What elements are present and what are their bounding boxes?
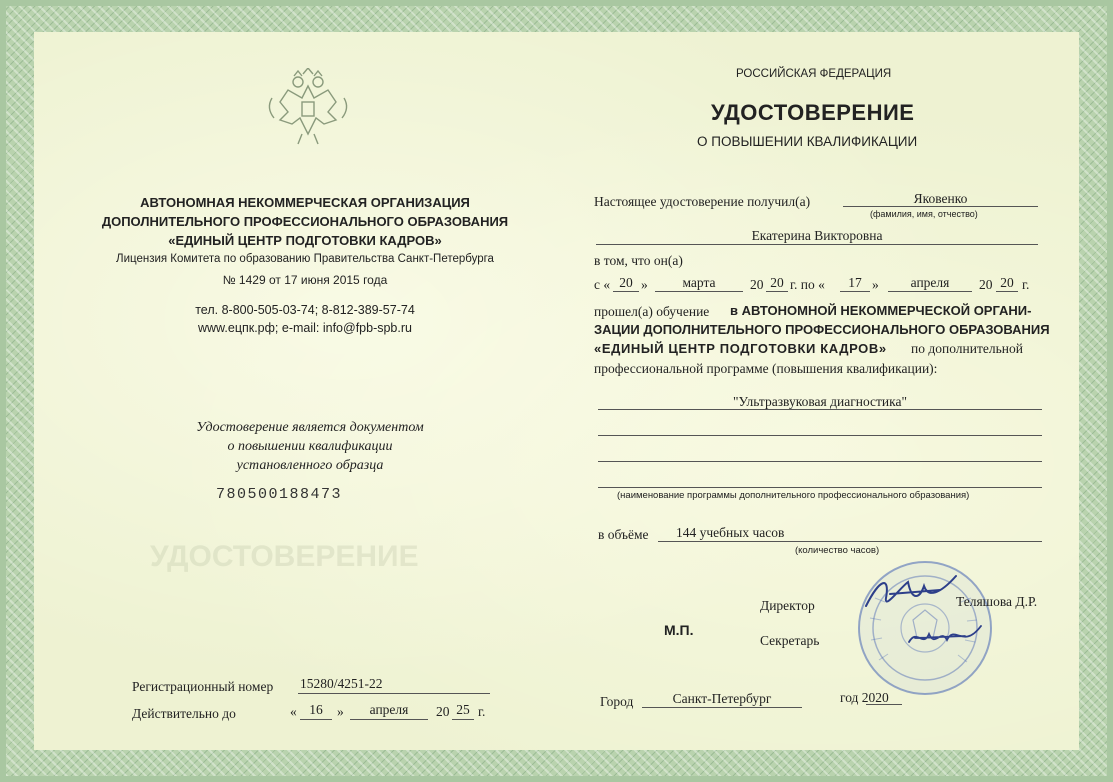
valid-year-underline: [452, 719, 474, 720]
to-month-underline: [888, 291, 972, 292]
license-line-2: № 1429 от 17 июня 2015 года: [222, 273, 388, 287]
program-underline-2: [598, 435, 1042, 436]
to-day-underline: [840, 291, 870, 292]
valid-month: апреля: [369, 702, 409, 717]
from-year-prefix: 20: [750, 277, 764, 292]
volume-caption: (количество часов): [795, 545, 880, 556]
registration-number: 15280/4251-22: [300, 676, 383, 691]
date-to-label: г. по «: [790, 277, 825, 292]
document-note-line: установленного образца: [236, 458, 384, 473]
stamp-placeholder-label: М.П.: [664, 622, 694, 638]
to-quote-close: »: [872, 277, 879, 292]
to-year-suffix: г.: [1022, 277, 1030, 292]
phones: тел. 8-800-505-03-74; 8-812-389-57-74: [195, 303, 415, 317]
volume-value: 144 учебных часов: [676, 525, 785, 540]
program-underline-3: [598, 461, 1042, 462]
to-day: 17: [848, 275, 862, 290]
from-day: 20: [619, 275, 633, 290]
valid-year-suffix: г.: [478, 704, 486, 719]
from-year: 20: [770, 275, 784, 290]
completed-org-part1: в АВТОНОМНОЙ НЕКОММЕРЧЕСКОЙ ОРГАНИ-: [730, 303, 1032, 318]
secretary-label: Секретарь: [760, 633, 820, 648]
valid-year: 25: [456, 702, 470, 717]
program-caption: (наименование программы дополнительного профессионального образования): [617, 490, 970, 501]
to-year-prefix: 20: [979, 277, 993, 292]
registration-label: Регистрационный номер: [132, 679, 274, 694]
to-year: 20: [1000, 275, 1014, 290]
to-year-underline: [996, 291, 1018, 292]
org-name-line: АВТОНОМНАЯ НЕКОММЕРЧЕСКАЯ ОРГАНИЗАЦИЯ: [140, 195, 470, 210]
recipient-surname: Яковенко: [913, 191, 968, 206]
city-label: Город: [600, 694, 634, 709]
registration-underline: [298, 693, 490, 694]
completed-label: прошел(а) обучение: [594, 304, 710, 319]
to-month: апреля: [910, 275, 950, 290]
license-line-1: Лицензия Комитета по образованию Правительства Санкт-Петербурга: [116, 253, 494, 265]
program-line-2: профессиональной программе (повышения квалификации):: [594, 361, 938, 376]
recipient-name-patronymic: Екатерина Викторовна: [751, 228, 883, 243]
date-from-label: с «: [594, 277, 611, 292]
from-quote-close: »: [641, 277, 648, 292]
web-email: www.ецпк.рф; e-mail: info@fpb-spb.ru: [198, 321, 412, 335]
name-caption: (фамилия, имя, отчество): [870, 209, 978, 219]
valid-month-underline: [350, 719, 428, 720]
from-year-underline: [766, 291, 788, 292]
from-month-underline: [655, 291, 743, 292]
issue-year: год 2020: [840, 690, 889, 705]
year-underline: [866, 704, 902, 705]
document-title: УДОСТОВЕРЕНИЕ: [711, 100, 915, 125]
director-signature: [860, 568, 970, 618]
document-subtitle: О ПОВЫШЕНИИ КВАЛИФИКАЦИИ: [697, 134, 918, 149]
valid-day: 16: [309, 702, 323, 717]
org-name-line: «ЕДИНЫЙ ЦЕНТР ПОДГОТОВКИ КАДРОВ»: [168, 233, 442, 248]
valid-day-underline: [300, 719, 332, 720]
valid-year-prefix: 20: [436, 704, 450, 719]
valid-quote-open: «: [290, 704, 297, 719]
director-label: Директор: [760, 598, 815, 613]
coat-of-arms-emblem: [258, 68, 358, 148]
country: РОССИЙСКАЯ ФЕДЕРАЦИЯ: [736, 68, 892, 80]
completed-org-part2: ЗАЦИИ ДОПОЛНИТЕЛЬНОГО ПРОФЕССИОНАЛЬНОГО ОБРАЗОВАНИЯ: [594, 322, 1050, 337]
watermark-text: УДОСТОВЕРЕНИЕ: [150, 540, 419, 573]
serial-number: 780500188473: [216, 486, 343, 503]
from-day-underline: [613, 291, 639, 292]
that-label: в том, что он(а): [594, 253, 683, 268]
completed-org-part3: «ЕДИНЫЙ ЦЕНТР ПОДГОТОВКИ КАДРОВ»: [594, 341, 887, 356]
city-value: Санкт-Петербург: [672, 691, 772, 706]
from-month: марта: [682, 275, 716, 290]
org-name: [90, 193, 520, 250]
secretary-signature: [905, 620, 985, 654]
program-name: "Ультразвуковая диагностика": [732, 394, 908, 409]
city-underline: [642, 707, 802, 708]
document-note-line: Удостоверение является документом: [196, 420, 424, 435]
valid-quote-close: »: [337, 704, 344, 719]
volume-underline: [658, 541, 1042, 542]
program-underline-4: [598, 487, 1042, 488]
document-note: [160, 418, 460, 475]
valid-until-label: Действительно до: [132, 706, 236, 721]
volume-label: в объёме: [598, 527, 649, 542]
document-note-line: о повышении квалификации: [227, 439, 393, 454]
name-underline: [596, 244, 1038, 245]
org-name-line: ДОПОЛНИТЕЛЬНОГО ПРОФЕССИОНАЛЬНОГО ОБРАЗОВАНИЯ: [101, 214, 509, 229]
director-name: Теляшова Д.Р.: [956, 594, 1038, 609]
program-suffix: по дополнительной: [911, 341, 1023, 356]
received-label: Настоящее удостоверение получил(а): [594, 194, 811, 209]
